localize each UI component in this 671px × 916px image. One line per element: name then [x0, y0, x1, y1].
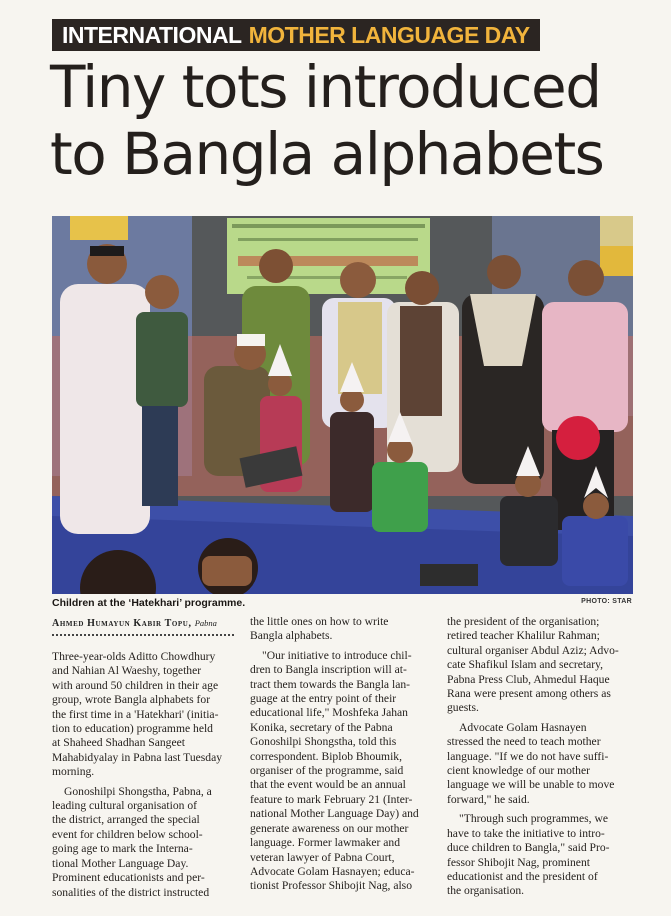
article-paragraph [52, 785, 238, 900]
article-line: Advocate Golam Hasnayen; educa- [250, 864, 415, 878]
article-line: Gonoshilpi Shongstha, Pabna, a [64, 784, 212, 798]
article-line: tion to education) programme held [52, 722, 213, 736]
article-line: generate awareness on our mother [250, 821, 409, 835]
article-line: the first time in a 'Hatekhari' (initia- [52, 707, 219, 721]
photo-caption: Children at the ‘Hatekhari’ programme. [52, 597, 246, 609]
article-line: tionist Professor Shibojit Nag, also [250, 879, 412, 893]
article-line: guests. [447, 701, 479, 715]
article-line: Prominent educationists and per- [52, 871, 205, 885]
article-paragraph [447, 812, 637, 898]
article-line: the organisation. [447, 884, 525, 898]
article-line: leading cultural organisation of [52, 799, 197, 813]
article-column-3 [447, 615, 637, 899]
article-line: morning. [52, 765, 95, 779]
article-line: guage at the entry point of their [250, 692, 397, 706]
article-line: Rana were present among others as [447, 687, 611, 701]
article-paragraph [447, 721, 637, 807]
article-line: "Through such programmes, we [459, 812, 608, 826]
article-line: at Shaheed Shadhan Sangeet [52, 736, 185, 750]
article-column-2 [250, 615, 438, 894]
article-line: forward," he said. [447, 792, 530, 806]
article-line: Mahabidyalay in Pabna last Tuesday [52, 750, 223, 764]
article-line: language we will be unable to move [447, 778, 615, 792]
headline-line-1: Tiny tots introduced [50, 53, 601, 121]
article-line: cient knowledge of our mother [447, 764, 590, 778]
kicker-part-1: INTERNATIONAL [62, 21, 242, 48]
article-line: language. Former lawmaker and [250, 836, 401, 850]
headline [50, 54, 650, 188]
article-paragraph [447, 615, 637, 716]
article-line: tional Mother Language Day. [52, 856, 189, 870]
headline-line-2: to Bangla alphabets [50, 120, 604, 188]
article-line: educationist and the president of [447, 869, 598, 883]
article-paragraph [250, 615, 438, 644]
photo-credit: PHOTO: STAR [581, 598, 632, 605]
byline-divider [52, 634, 234, 636]
article-line: Konika, secretary of the Pabna [250, 720, 393, 734]
article-line: cultural organiser Abdul Aziz; Advo- [447, 643, 619, 657]
article-line: fessor Shibojit Nag, prominent [447, 855, 590, 869]
article-line: correspondent. Biplob Bhoumik, [250, 749, 402, 763]
article-line: sonalities of the district instructed [52, 885, 210, 899]
article-line: Advocate Golam Hasnayen [459, 720, 587, 734]
article-line: going age to mark the Interna- [52, 842, 193, 856]
article-line: educational life," Moshfeka Jahan [250, 706, 408, 720]
article-line: feature to mark February 21 (Inter- [250, 792, 413, 806]
article-line: tract them towards the Bangla lan- [250, 677, 411, 691]
article-paragraph [250, 649, 438, 894]
article-line: event for children below school- [52, 827, 203, 841]
news-photo [52, 216, 633, 594]
article-column-1 [52, 650, 238, 900]
article-line: dren to Bangla inscription will at- [250, 663, 407, 677]
article-line: group, wrote Bangla alphabets for [52, 693, 211, 707]
article-line: retired teacher Khalilur Rahman; [447, 629, 600, 643]
article-line: with around 50 children in their age [52, 678, 219, 692]
article-line: cate Shafikul Islam and secretary, [447, 658, 604, 672]
article-line: Gonoshilpi Shongstha, told this [250, 735, 397, 749]
article-line: "Our initiative to introduce chil- [262, 648, 412, 662]
byline-location: Pabna [194, 618, 217, 628]
article-line: the little ones on how to write [250, 615, 389, 628]
article-paragraph [52, 650, 238, 780]
article-line: and Nahian Al Waeshy, together [52, 664, 202, 678]
article-line: veteran lawyer of Pabna Court, [250, 850, 395, 864]
kicker-part-2: MOTHER LANGUAGE DAY [248, 21, 530, 48]
byline [52, 618, 234, 629]
article-line: the district, arranged the special [52, 813, 200, 827]
article-line: organiser of the programme, said [250, 764, 404, 778]
article-line: stressed the need to teach mother [447, 735, 601, 749]
section-kicker [52, 19, 540, 51]
photo-illustration [52, 216, 633, 594]
article-line: Three-year-olds Aditto Chowdhury [52, 650, 216, 663]
article-line: have to take the initiative to intro- [447, 826, 605, 840]
article-line: language. "If we do not have suffi- [447, 749, 609, 763]
article-line: national Mother Language Day) and [250, 807, 419, 821]
article-line: that the event would be an annual [250, 778, 406, 792]
byline-author: Ahmed Humayun Kabir Topu, [52, 618, 192, 629]
article-line: Pabna Press Club, Ahmedul Haque [447, 672, 610, 686]
article-line: duce children to Bangla," said Pro- [447, 841, 610, 855]
article-line: the president of the organisation; [447, 615, 600, 628]
article-line: Bangla alphabets. [250, 629, 333, 643]
